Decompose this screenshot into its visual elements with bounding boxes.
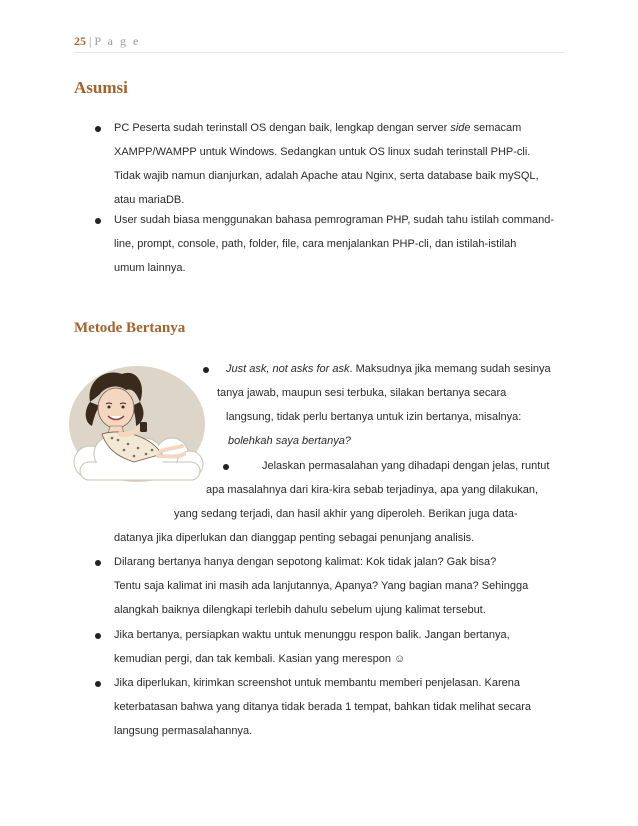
section-title-asumsi: Asumsi bbox=[74, 78, 128, 97]
woman-on-cloud-illustration bbox=[62, 362, 212, 492]
metode-bullet1-line4: bolehkah saya bertanya? bbox=[228, 435, 351, 447]
bullet-dot bbox=[95, 560, 101, 566]
bullet-dot bbox=[95, 681, 101, 687]
metode-bullet1-line1: Just ask, not asks for ask. Maksudnya jika memang sudah sesinya bbox=[226, 363, 551, 375]
page-number: 25 bbox=[74, 34, 86, 48]
metode-bullet2-line4: datanya jika diperlukan dan dianggap penting sebagai penunjang analisis. bbox=[114, 532, 475, 544]
metode-bullet2-line2: apa masalahnya dari kira-kira sebab terjadinya, apa yang dilakukan, bbox=[206, 484, 539, 496]
metode-bullet3-line1: Dilarang bertanya hanya dengan sepotong kalimat: Kok tidak jalan? Gak bisa? bbox=[114, 556, 497, 568]
asumsi-bullet2-line2: line, prompt, console, path, folder, file, cara menjalankan PHP-cli, dan istilah-istilah bbox=[114, 238, 517, 250]
metode-bullet5-line3: langsung permasalahannya. bbox=[114, 725, 253, 737]
asumsi-bullet1-line4: atau mariaDB. bbox=[114, 194, 185, 206]
asumsi-bullet1-line1: PC Peserta sudah terinstall OS dengan baik, lengkap dengan server side semacam bbox=[114, 122, 522, 134]
metode-bullet5-line1: Jika diperlukan, kirimkan screenshot untuk membantu memberi penjelasan. Karena bbox=[114, 677, 520, 689]
page-label: P a g e bbox=[94, 34, 141, 48]
asumsi-bullet2-line3: umum lainnya. bbox=[114, 262, 186, 274]
metode-bullet2-line1: Jelaskan permasalahan yang dihadapi dengan jelas, runtut bbox=[262, 460, 550, 472]
metode-bullet3-line2: Tentu saja kalimat ini masih ada lanjutannya, Apanya? Yang bagian mana? Sehingga bbox=[114, 580, 529, 592]
metode-bullet1-line3: langsung, tidak perlu bertanya untuk izin bertanya, misalnya: bbox=[226, 411, 522, 423]
metode-bullet5-line2: keterbatasan bahwa yang ditanya tidak berada 1 tempat, bahkan tidak melihat secara bbox=[114, 701, 532, 713]
asumsi-bullet1-line3: Tidak wajib namun dianjurkan, adalah Apache atau Nginx, serta database baik mySQL, bbox=[114, 170, 539, 182]
bullet-dot bbox=[203, 367, 209, 373]
metode-bullet3-line3: alangkah baiknya dilengkapi terlebih dahulu sebelum ujung kalimat tersebut. bbox=[114, 604, 486, 616]
metode-bullet4-line2: kemudian pergi, dan tak kembali. Kasian yang merespon ☺ bbox=[114, 653, 406, 665]
header-separator: | bbox=[89, 34, 92, 48]
asumsi-bullet2-line1: User sudah biasa menggunakan bahasa pemrograman PHP, sudah tahu istilah command- bbox=[114, 214, 555, 226]
bullet-dot bbox=[223, 464, 229, 470]
bullet-dot bbox=[95, 218, 101, 224]
bullet-dot bbox=[95, 126, 101, 132]
metode-bullet2-line3: yang sedang terjadi, dan hasil akhir yang diperoleh. Berikan juga data- bbox=[174, 508, 518, 520]
section-title-metode-bertanya: Metode Bertanya bbox=[74, 320, 186, 336]
asumsi-bullet1-line2: XAMPP/WAMPP untuk Windows. Sedangkan untuk OS linux sudah terinstall PHP-cli. bbox=[114, 146, 531, 158]
bullet-dot bbox=[95, 633, 101, 639]
page-header bbox=[74, 34, 564, 53]
metode-bullet4-line1: Jika bertanya, persiapkan waktu untuk menunggu respon balik. Jangan bertanya, bbox=[114, 629, 510, 641]
metode-bullet1-line2: tanya jawab, maupun sesi terbuka, silakan bertanya secara bbox=[217, 387, 507, 399]
